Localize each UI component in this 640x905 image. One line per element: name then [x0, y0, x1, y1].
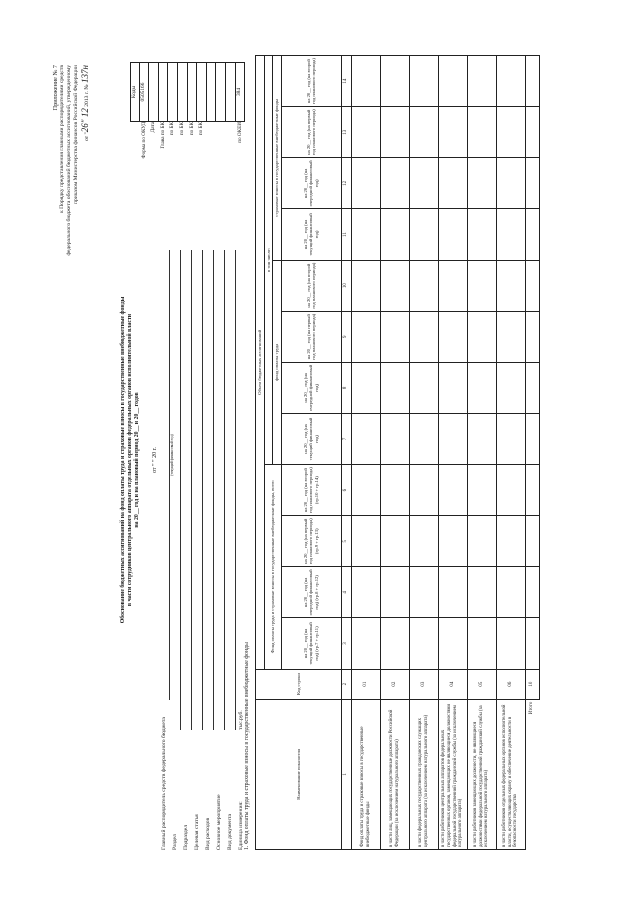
table-cell — [496, 465, 525, 516]
codes-value — [149, 62, 159, 122]
table-cell — [380, 465, 409, 516]
year-header: на 20__ год (на текущий финансовый год) (гр.7 + гр.11) — [281, 618, 341, 669]
appendix-line-1: к Порядку представления главными распорядителями средств — [59, 65, 66, 214]
year-header: на 20__ год (на текущий финансовый год) — [281, 209, 341, 260]
codes-row — [168, 62, 178, 242]
codes-value: 384 — [236, 62, 246, 122]
year-header: на 20__ год (на очередной финансовый год) — [281, 158, 341, 209]
table-cell — [496, 209, 525, 260]
table-cell — [496, 516, 525, 567]
header-field — [160, 250, 171, 850]
year-header: на 20__ год (на первый год планового периода) — [281, 107, 341, 158]
table-cell — [351, 260, 380, 311]
codes-value: 0505166 — [140, 62, 150, 122]
table-cell — [496, 311, 525, 362]
row-code: 04 — [438, 669, 467, 699]
field-underline — [180, 250, 181, 730]
column-number: 7 — [341, 413, 351, 464]
table-cell — [467, 311, 496, 362]
codes-row — [149, 62, 159, 242]
table-cell — [467, 107, 496, 158]
table-cell — [438, 260, 467, 311]
col-code-header: Код строки — [256, 669, 342, 699]
field-underline — [202, 250, 203, 730]
field-underline — [224, 250, 225, 730]
codes-value — [216, 62, 226, 122]
table-cell — [351, 465, 380, 516]
header-fields — [160, 250, 248, 850]
table-cell — [525, 107, 539, 158]
unit-label: Единица измерения: — [238, 801, 244, 850]
table-cell — [496, 362, 525, 413]
row-code: 05 — [467, 669, 496, 699]
table-cell — [467, 362, 496, 413]
codes-row — [130, 62, 140, 242]
table-row — [438, 56, 467, 850]
table-cell — [467, 618, 496, 669]
table-cell — [409, 107, 438, 158]
table-cell — [351, 516, 380, 567]
table-cell — [409, 413, 438, 464]
date-note: (текущий финансовый год) — [170, 434, 174, 476]
table-cell — [351, 413, 380, 464]
total-code: 10 — [525, 669, 539, 699]
table-cell — [496, 260, 525, 311]
budget-table — [255, 55, 540, 850]
total-row — [525, 56, 539, 850]
table-cell — [525, 56, 539, 107]
table-cell — [467, 516, 496, 567]
including-header: в том числе: — [264, 56, 273, 465]
column-number: 3 — [341, 618, 351, 669]
table-cell — [438, 158, 467, 209]
date-line: от " " 20 г. — [152, 447, 158, 473]
total-label: Итого — [529, 701, 535, 715]
reg-mid: 2013 г. № — [83, 84, 90, 109]
table-cell — [496, 618, 525, 669]
title-line-1: Обоснование бюджетных ассигнований на фонд оплаты труда и страховые взносы в государственные внебюджетные фонды — [120, 296, 126, 624]
codes-label: Форма по ОКУД — [140, 122, 147, 159]
reg-date: 26" 12 — [79, 108, 90, 133]
table-row — [380, 56, 409, 850]
table-cell — [467, 260, 496, 311]
appendix-number: Приложение № 7 — [52, 65, 59, 111]
row-code: 02 — [380, 669, 409, 699]
field-label: Раздел — [172, 834, 178, 850]
table-cell — [409, 209, 438, 260]
codes-row — [226, 62, 236, 242]
column-number-row — [341, 56, 351, 850]
table-cell — [409, 567, 438, 618]
table-cell — [525, 158, 539, 209]
codes-row — [140, 62, 150, 242]
header-field — [182, 250, 193, 850]
row-code: 01 — [351, 669, 380, 699]
table-cell — [467, 413, 496, 464]
document-title — [120, 245, 141, 675]
codes-value — [168, 62, 178, 122]
table-cell — [380, 362, 409, 413]
codes-value — [197, 62, 207, 122]
codes-row — [159, 62, 169, 242]
table-cell — [467, 465, 496, 516]
row-code: 06 — [496, 669, 525, 699]
table-cell — [496, 567, 525, 618]
reg-prefix: от " — [83, 132, 90, 142]
codes-row — [197, 62, 207, 242]
table-cell — [438, 567, 467, 618]
title-line-3: на 20__ год и на плановый период 20__ и 20__ годов — [133, 392, 140, 528]
fot-header: фонд оплаты труда — [273, 260, 282, 465]
header-field — [226, 250, 237, 850]
table-cell — [525, 516, 539, 567]
table-cell — [380, 158, 409, 209]
table-cell — [409, 260, 438, 311]
table-cell — [409, 465, 438, 516]
table-cell — [438, 56, 467, 107]
appendix-line-2: федерального бюджета обоснований бюджетных ассигнований, утвержденному — [66, 65, 73, 256]
codes-value — [188, 62, 198, 122]
header-field — [204, 250, 215, 850]
codes-label: по БК — [188, 122, 195, 136]
table-cell — [438, 311, 467, 362]
field-underline — [169, 250, 170, 700]
table-cell — [351, 311, 380, 362]
table-cell — [467, 567, 496, 618]
codes-row — [236, 62, 246, 242]
row-name: в части работников отдельных федеральных органов исполнительной власти, осуществляющих охрану и обеспечение деятельности в безопасности государства — [496, 699, 525, 849]
table-cell — [525, 260, 539, 311]
appendix-header — [52, 65, 90, 265]
field-label: Вид расходов — [205, 817, 211, 850]
codes-row — [207, 62, 217, 242]
volume-header: Объем бюджетных ассигнований — [256, 56, 265, 670]
table-cell — [467, 56, 496, 107]
table-cell — [351, 56, 380, 107]
column-number: 6 — [341, 465, 351, 516]
table-cell — [351, 107, 380, 158]
codes-row — [216, 62, 226, 242]
column-number: 4 — [341, 567, 351, 618]
column-number: 10 — [341, 260, 351, 311]
column-number: 5 — [341, 516, 351, 567]
header-row — [256, 56, 265, 850]
year-header: на 20__ год (на второй год планового периода) — [281, 260, 341, 311]
codes-label: Дата — [150, 122, 157, 133]
table-cell — [525, 311, 539, 362]
codes-value — [207, 62, 217, 122]
year-header: на 20__ год (на второй год планового периода) — [281, 56, 341, 107]
table-cell — [438, 107, 467, 158]
table-cell — [380, 209, 409, 260]
table-cell — [380, 413, 409, 464]
appendix-line-3: приказом Министерства финансов Российской Федерации — [72, 65, 79, 205]
table-cell — [409, 56, 438, 107]
table-row — [409, 56, 438, 850]
codes-label: по ОКЕИ — [236, 122, 243, 143]
field-label: Основное мероприятие — [216, 794, 222, 850]
codes-box — [130, 62, 245, 242]
column-number: 2 — [341, 669, 351, 699]
field-underline — [235, 250, 236, 730]
table-cell — [351, 567, 380, 618]
year-header: на 20__ год (на второй год планового периода) (гр.10 + гр.14) — [281, 465, 341, 516]
appendix-registration — [80, 65, 91, 265]
table-cell — [496, 56, 525, 107]
table-cell — [438, 209, 467, 260]
table-cell — [438, 516, 467, 567]
row-name: в части федеральных государственных гражданских служащих центрального аппарата (за исключением натурального аппарата) — [409, 699, 438, 849]
unit-value: тыс.руб. — [238, 710, 244, 730]
table-cell — [351, 158, 380, 209]
field-label: Главный распорядитель средств федерального бюджета — [161, 717, 167, 850]
table-cell — [496, 158, 525, 209]
table-cell — [467, 209, 496, 260]
section-title: 1. Фонд оплаты труда и страховые взносы в государственные внебюджетные фонды — [244, 642, 250, 850]
table-cell — [525, 465, 539, 516]
column-number: 13 — [341, 107, 351, 158]
table-cell — [525, 413, 539, 464]
codes-label: Глава по БК — [159, 122, 166, 149]
row-code: 03 — [409, 669, 438, 699]
codes-row — [178, 62, 188, 242]
field-label: Целевая статья — [194, 814, 200, 850]
table-cell — [438, 362, 467, 413]
column-number: 8 — [341, 362, 351, 413]
table-cell — [525, 362, 539, 413]
table-cell — [496, 413, 525, 464]
col-name-header: Наименование показателя — [256, 699, 342, 849]
table-cell — [525, 567, 539, 618]
codes-value — [159, 62, 169, 122]
codes-label: по БК — [198, 122, 205, 136]
field-label: Подраздел — [183, 824, 189, 850]
year-header: на 20__ год (на текущий финансовый год) — [281, 413, 341, 464]
column-number: 12 — [341, 158, 351, 209]
year-header: на 20__ год (на первый год планового периода) — [281, 311, 341, 362]
codes-label: по БК — [169, 122, 176, 136]
codes-label: по БК — [178, 122, 185, 136]
table-cell — [409, 362, 438, 413]
year-header: на 20__ год (на очередной финансовый год) (гр.8 + гр.12) — [281, 567, 341, 618]
codes-row — [188, 62, 198, 242]
table-cell — [409, 516, 438, 567]
table-cell — [351, 362, 380, 413]
table-cell — [380, 107, 409, 158]
row-name: в части лиц, замещающих государственные должности Российской Федерации (за исключением натурального аппарата) — [380, 699, 409, 849]
table-cell — [351, 209, 380, 260]
row-name: в части работников замещающих должности, не являющиеся должностями федеральной государственной гражданской службы (за исключением натурального аппарата) — [467, 699, 496, 849]
table-cell — [380, 618, 409, 669]
table-cell — [380, 311, 409, 362]
header-field — [171, 250, 182, 850]
table-cell — [467, 158, 496, 209]
table-cell — [438, 618, 467, 669]
insurance-header: страховые взносы в государственные внебюджетные фонды — [273, 56, 282, 261]
table-cell — [380, 516, 409, 567]
table-cell — [525, 618, 539, 669]
header-field — [215, 250, 226, 850]
table-cell — [380, 260, 409, 311]
fot-total-header: Фонд оплаты труда и страховые взносы в государственные внебюджетные фонды, всего — [264, 465, 281, 670]
reg-number: 137н — [79, 65, 90, 83]
table-cell — [409, 158, 438, 209]
codes-value — [226, 62, 236, 122]
row-name: в части работников центральных аппаратов федеральных государственных органов, замещающих не являющиеся должностями федеральной государственной гражданской службы (за исключением натурального аппарата) — [438, 699, 467, 849]
table-cell — [438, 465, 467, 516]
header-field — [193, 250, 204, 850]
column-number: 1 — [341, 699, 351, 849]
row-name: Фонд оплаты труда и страховые взносы в государственные внебюджетные фонды — [351, 699, 380, 849]
column-number: 14 — [341, 56, 351, 107]
title-line-2: в части сотрудников центрального аппарата отдельных органов федеральных органов исполнительной власти — [126, 313, 133, 607]
field-underline — [191, 250, 192, 730]
column-number: 9 — [341, 311, 351, 362]
table-row — [496, 56, 525, 850]
table-row — [351, 56, 380, 850]
table-cell — [438, 413, 467, 464]
table-cell — [351, 618, 380, 669]
table-row — [467, 56, 496, 850]
table-cell — [496, 107, 525, 158]
table-cell — [409, 618, 438, 669]
codes-value — [178, 62, 188, 122]
codes-value: Коды — [130, 62, 140, 122]
table-cell — [380, 56, 409, 107]
table-cell — [409, 311, 438, 362]
field-underline — [213, 250, 214, 730]
table-cell — [380, 567, 409, 618]
year-header: на 20__ год (на первый год планового периода) (гр.9 + гр.13) — [281, 516, 341, 567]
field-label: Вид документа — [227, 814, 233, 850]
year-header: на 20__ год (на очередной финансовый год) — [281, 362, 341, 413]
table-cell — [525, 209, 539, 260]
column-number: 11 — [341, 209, 351, 260]
